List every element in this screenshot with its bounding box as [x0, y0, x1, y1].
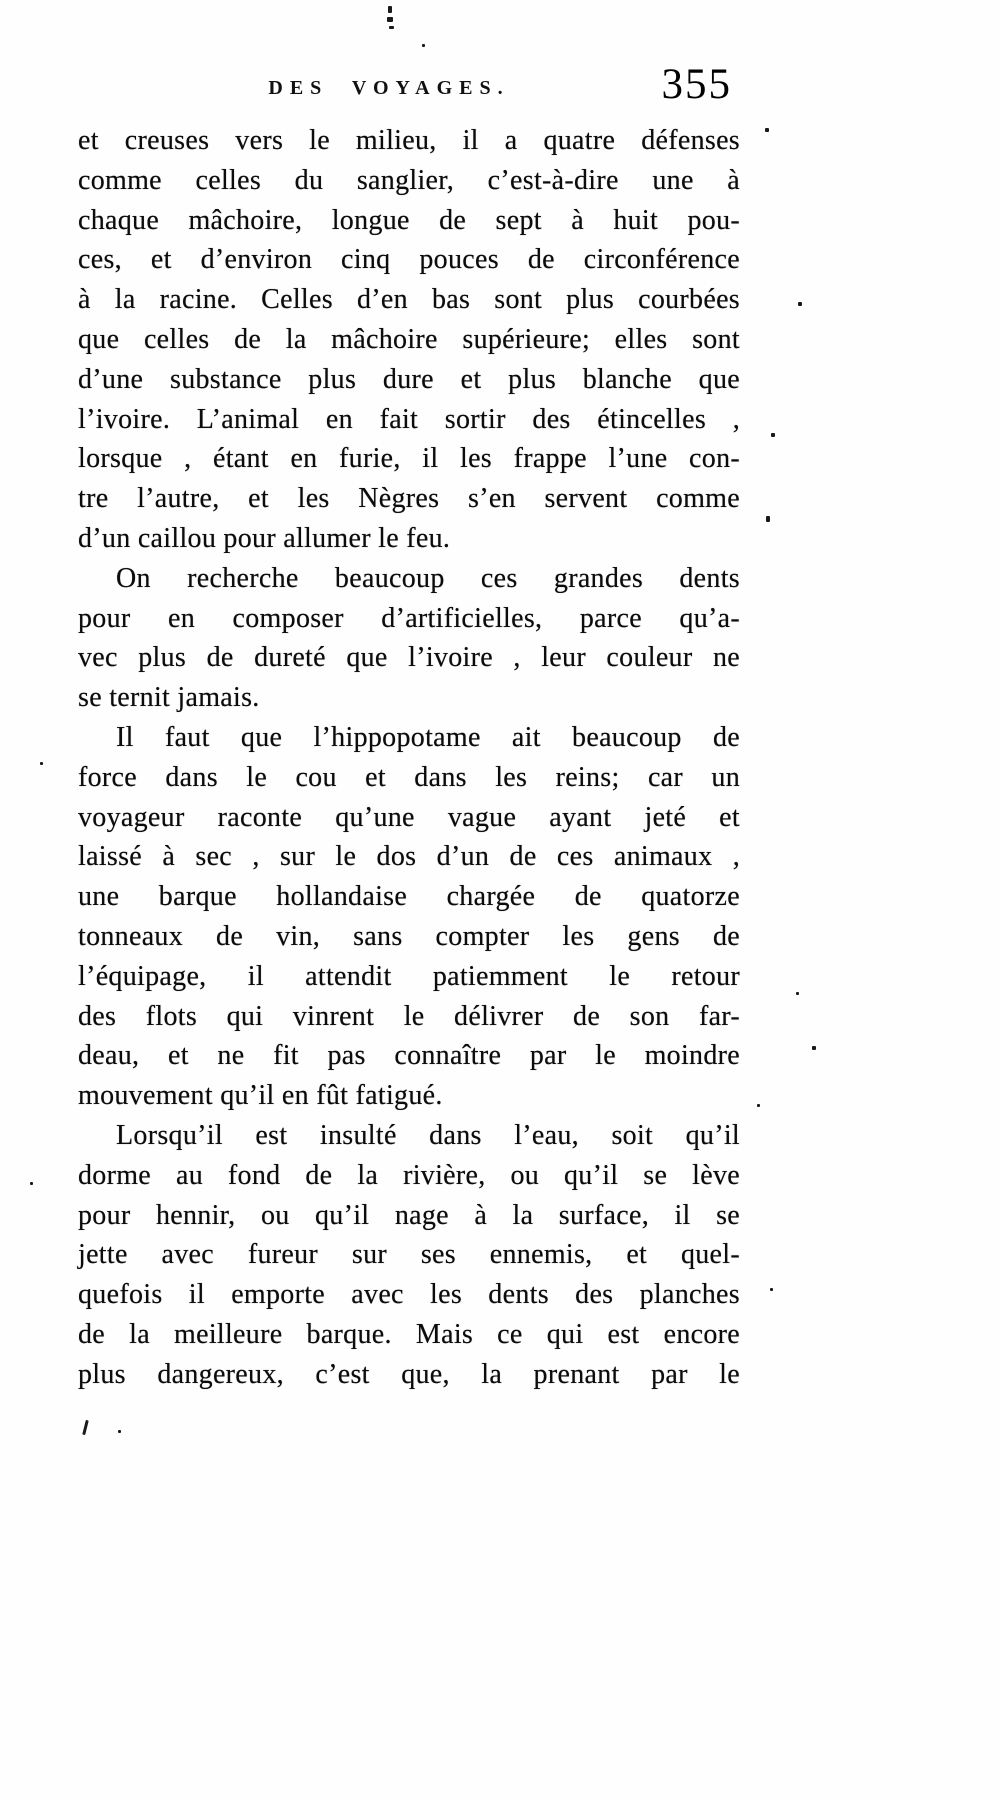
scan-speck	[388, 6, 392, 13]
text-line: se ternit jamais.	[78, 682, 260, 714]
scan-speck	[387, 17, 393, 22]
scan-speck	[118, 1430, 121, 1433]
scan-speck	[766, 516, 770, 522]
text-line: chaque mâchoire, longue de sept à huit pou-	[78, 204, 740, 236]
text-line: Lorsqu’il est insulté dans l’eau, soit qu’il	[116, 1119, 740, 1151]
text-line: des flots qui vinrent le délivrer de son far-	[78, 1000, 740, 1032]
scan-speck	[798, 302, 802, 306]
text-line: l’équipage, il attendit patiemment le retour	[78, 960, 740, 992]
scan-speck	[771, 433, 775, 437]
scan-speck	[770, 1288, 773, 1291]
text-line: On recherche beaucoup ces grandes dents	[116, 562, 740, 594]
text-line: lorsque , étant en furie, il les frappe l’une con-	[78, 443, 740, 475]
text-line: force dans le cou et dans les reins; car un	[78, 761, 740, 793]
text-line: une barque hollandaise chargée de quatorze	[78, 881, 740, 913]
text-line: d’une substance plus dure et plus blanche que	[78, 363, 740, 395]
text-line: pour en composer d’artificielles, parce qu’a-	[78, 602, 740, 634]
text-line: vec plus de dureté que l’ivoire , leur couleur ne	[78, 642, 740, 674]
scan-speck	[765, 128, 769, 132]
scan-speck	[82, 1420, 89, 1435]
scan-speck	[812, 1046, 816, 1050]
text-line: l’ivoire. L’animal en fait sortir des étincelles ,	[78, 403, 740, 435]
text-line: et creuses vers le milieu, il a quatre défenses	[78, 125, 740, 156]
text-line: comme celles du sanglier, c’est-à-dire une à	[78, 164, 740, 196]
text-line: dorme au fond de la rivière, ou qu’il se lève	[78, 1159, 740, 1191]
text-line: que celles de la mâchoire supérieure; elles sont	[78, 323, 740, 355]
scan-speck	[422, 44, 425, 47]
running-title: DES VOYAGES.	[268, 77, 510, 99]
text-line: de la meilleure barque. Mais ce qui est encore	[78, 1318, 740, 1350]
scan-speck	[40, 762, 43, 765]
text-line: ces, et d’environ cinq pouces de circonférence	[78, 244, 740, 276]
text-line: laissé à sec , sur le dos d’un de ces animaux ,	[78, 841, 740, 873]
text-line: deau, et ne fit pas connaître par le moindre	[78, 1040, 740, 1072]
page-number: 355	[661, 61, 732, 108]
text-line: à la racine. Celles d’en bas sont plus courbées	[78, 284, 740, 316]
text-line: pour hennir, ou qu’il nage à la surface, il se	[78, 1199, 740, 1231]
scan-speck	[30, 1182, 33, 1185]
scan-speck	[757, 1104, 760, 1107]
text-line: tonneaux de vin, sans compter les gens de	[78, 920, 740, 952]
page-header	[78, 60, 740, 112]
text-line: Il faut que l’hippopotame ait beaucoup de	[116, 721, 740, 753]
scan-speck	[796, 992, 799, 995]
text-line: jette avec fureur sur ses ennemis, et quel-	[78, 1239, 740, 1271]
text-line: plus dangereux, c’est que, la prenant par le	[78, 1358, 740, 1390]
body-text	[78, 121, 740, 1395]
scan-speck	[389, 26, 394, 29]
text-line: tre l’autre, et les Nègres s’en servent comme	[78, 483, 740, 515]
text-line: quefois il emporte avec les dents des planches	[78, 1279, 740, 1311]
text-line: mouvement qu’il en fût fatigué.	[78, 1080, 443, 1112]
text-line: voyageur raconte qu’une vague ayant jeté et	[78, 801, 740, 833]
text-line: d’un caillou pour allumer le feu.	[78, 522, 451, 554]
